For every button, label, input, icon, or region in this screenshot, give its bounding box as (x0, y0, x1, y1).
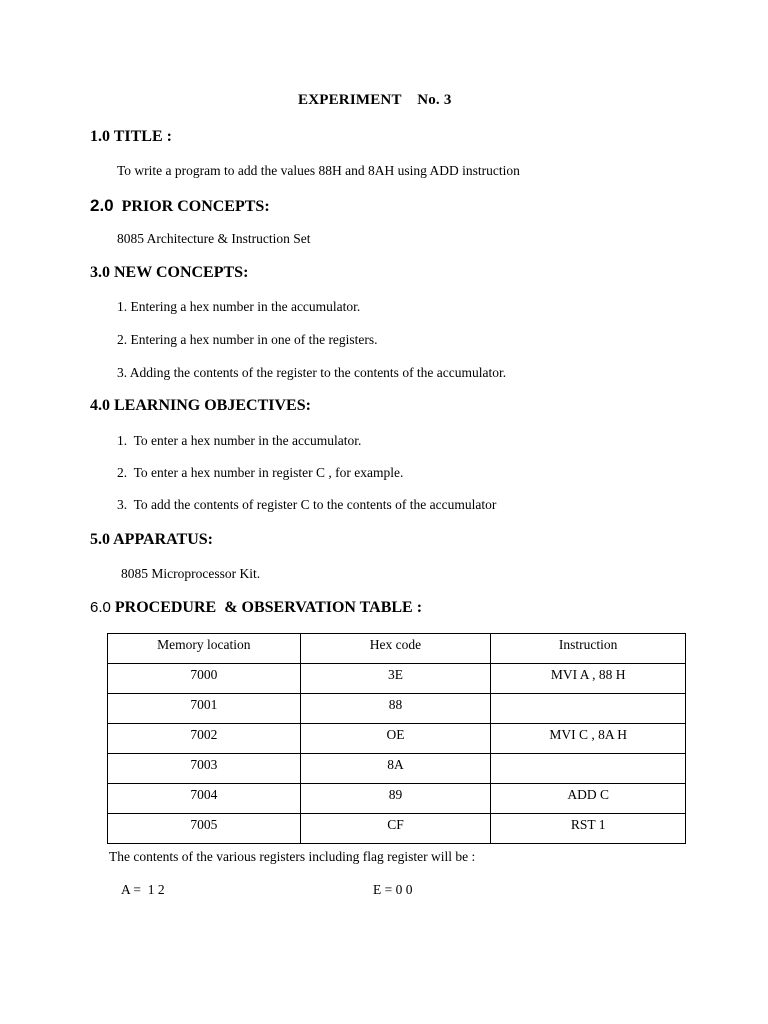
section-procedure-heading (90, 599, 422, 617)
registers-intro: The contents of the various registers including flag register will be : (109, 849, 476, 864)
table-cell: MVI A , 88 H (491, 664, 686, 694)
list-item: 1. Entering a hex number in the accumulator. (117, 299, 361, 314)
table-row (108, 694, 686, 724)
experiment-title: EXPERIMENT No. 3 (298, 92, 452, 108)
table-cell: 8A (300, 754, 491, 784)
table-cell: 7001 (108, 694, 301, 724)
table-cell: 88 (300, 694, 491, 724)
section-number: 3.0 (90, 264, 110, 281)
section-number: 5.0 (90, 531, 110, 548)
table-cell: 89 (300, 784, 491, 814)
table-header-row (108, 634, 686, 664)
table-cell (491, 754, 686, 784)
section-heading: NEW CONCEPTS: (114, 264, 249, 281)
table-cell: OE (300, 724, 491, 754)
table-cell: 7004 (108, 784, 301, 814)
table-cell: 7005 (108, 814, 301, 844)
section-title-heading (90, 128, 172, 146)
table-cell: 3E (300, 664, 491, 694)
section-heading: PRIOR CONCEPTS: (121, 198, 270, 215)
apparatus-text: 8085 Microprocessor Kit. (121, 566, 261, 581)
table-row (108, 664, 686, 694)
section-apparatus-heading (90, 531, 213, 549)
table-cell: RST 1 (491, 814, 686, 844)
table-cell: MVI C , 8A H (491, 724, 686, 754)
section-heading: APPARATUS: (113, 531, 213, 548)
section-number: 2.0 (90, 196, 114, 215)
table-cell (491, 694, 686, 724)
section-prior-heading (90, 196, 270, 216)
table-header: Memory location (108, 634, 301, 664)
table-cell: 7002 (108, 724, 301, 754)
section-heading: PROCEDURE & OBSERVATION TABLE : (114, 599, 423, 616)
section-heading: TITLE : (113, 128, 172, 145)
section-number: 1.0 (90, 128, 110, 145)
table-cell: 7000 (108, 664, 301, 694)
register-a-value: A = 1 2 (121, 882, 165, 897)
list-item: 3. To add the contents of register C to the contents of the accumulator (117, 497, 497, 512)
section-new-heading (90, 264, 248, 282)
table-cell: ADD C (491, 784, 686, 814)
table-row (108, 754, 686, 784)
prior-text: 8085 Architecture & Instruction Set (117, 231, 311, 246)
section-objectives-heading (90, 397, 311, 415)
table-row (108, 814, 686, 844)
table-cell: CF (300, 814, 491, 844)
table-row (108, 784, 686, 814)
table-header: Instruction (491, 634, 686, 664)
section-heading: LEARNING OBJECTIVES: (114, 397, 311, 414)
list-item: 2. To enter a hex number in register C , for example. (117, 465, 404, 480)
list-item: 3. Adding the contents of the register to the contents of the accumulator. (117, 365, 507, 380)
list-item: 2. Entering a hex number in one of the registers. (117, 332, 378, 347)
table-cell: 7003 (108, 754, 301, 784)
table-row (108, 724, 686, 754)
section-number: 4.0 (90, 397, 110, 414)
section-number: 6.0 (90, 599, 111, 616)
title-text: To write a program to add the values 88H and 8AH using ADD instruction (117, 163, 520, 178)
table-header: Hex code (300, 634, 491, 664)
observation-table (107, 633, 686, 844)
list-item: 1. To enter a hex number in the accumulator. (117, 433, 362, 448)
register-e-value: E = 0 0 (373, 882, 413, 897)
